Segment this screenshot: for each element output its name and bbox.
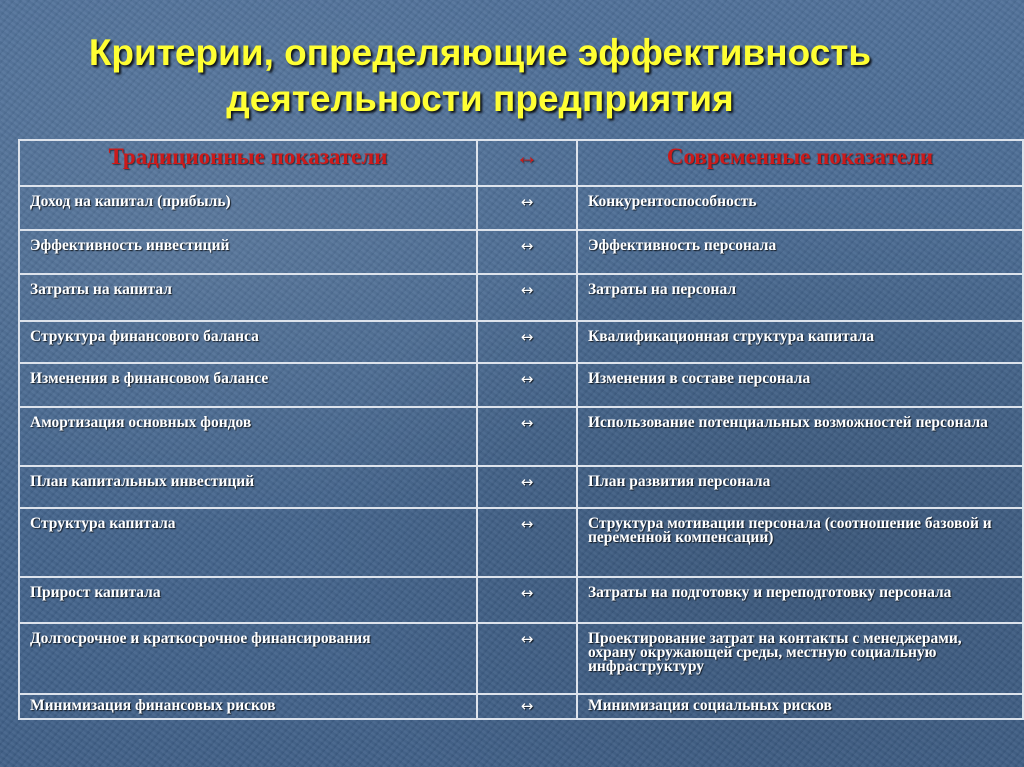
table-row — [19, 274, 1023, 321]
modern-indicator-cell: Конкурентоспособность — [577, 186, 1023, 230]
double-arrow-icon: ↔ — [477, 694, 577, 719]
traditional-indicator-cell: Доход на капитал (прибыль) — [19, 186, 477, 230]
double-arrow-icon: ↔ — [477, 321, 577, 363]
modern-indicator-cell: План развития персонала — [577, 466, 1023, 508]
traditional-indicator-cell: Эффективность инвестиций — [19, 230, 477, 274]
table-row — [19, 230, 1023, 274]
modern-indicator-cell: Затраты на персонал — [577, 274, 1023, 321]
table-row — [19, 577, 1023, 623]
slide-title-line-2: деятельности предприятия — [226, 78, 734, 119]
traditional-indicator-cell: Изменения в финансовом балансе — [19, 363, 477, 407]
traditional-indicator-cell: Долгосрочное и краткосрочное финансирования — [19, 623, 477, 694]
traditional-indicator-cell: Структура финансового баланса — [19, 321, 477, 363]
modern-indicator-cell: Использование потенциальных возможностей персонала — [577, 407, 1023, 466]
double-arrow-icon: ↔ — [477, 230, 577, 274]
table-header-row — [19, 140, 1023, 186]
slide-title-line-1: Критерии, определяющие эффективность — [88, 32, 872, 73]
modern-indicator-cell: Минимизация социальных рисков — [577, 694, 1023, 719]
traditional-indicator-cell: Минимизация финансовых рисков — [19, 694, 477, 719]
traditional-indicator-cell: Прирост капитала — [19, 577, 477, 623]
traditional-indicator-cell: Амортизация основных фондов — [19, 407, 477, 466]
double-arrow-icon: ↔ — [477, 508, 577, 577]
table-row — [19, 407, 1023, 466]
header-arrow-icon: ↔ — [477, 140, 577, 186]
traditional-indicator-cell: Затраты на капитал — [19, 274, 477, 321]
header-traditional-indicators: Традиционные показатели — [19, 140, 477, 186]
header-modern-indicators: Современные показатели — [577, 140, 1023, 186]
modern-indicator-cell: Эффективность персонала — [577, 230, 1023, 274]
double-arrow-icon: ↔ — [477, 577, 577, 623]
double-arrow-icon: ↔ — [477, 407, 577, 466]
traditional-indicator-cell: План капитальных инвестиций — [19, 466, 477, 508]
table-row — [19, 508, 1023, 577]
modern-indicator-cell: Затраты на подготовку и переподготовку персонала — [577, 577, 1023, 623]
double-arrow-icon: ↔ — [477, 274, 577, 321]
modern-indicator-cell: Квалификационная структура капитала — [577, 321, 1023, 363]
modern-indicator-cell: Структура мотивации персонала (соотношение базовой и переменной компенсации) — [577, 508, 1023, 577]
double-arrow-icon: ↔ — [477, 363, 577, 407]
table-row — [19, 186, 1023, 230]
modern-indicator-cell: Изменения в составе персонала — [577, 363, 1023, 407]
table-row — [19, 363, 1023, 407]
traditional-indicator-cell: Структура капитала — [19, 508, 477, 577]
double-arrow-icon: ↔ — [477, 466, 577, 508]
criteria-comparison-table — [18, 139, 1024, 720]
table-row — [19, 694, 1023, 719]
table-row — [19, 321, 1023, 363]
double-arrow-icon: ↔ — [477, 623, 577, 694]
slide-title — [0, 30, 960, 122]
modern-indicator-cell: Проектирование затрат на контакты с менеджерами, охрану окружающей среды, местную социальную инфраструктуру — [577, 623, 1023, 694]
table-row — [19, 623, 1023, 694]
table-row — [19, 466, 1023, 508]
double-arrow-icon: ↔ — [477, 186, 577, 230]
